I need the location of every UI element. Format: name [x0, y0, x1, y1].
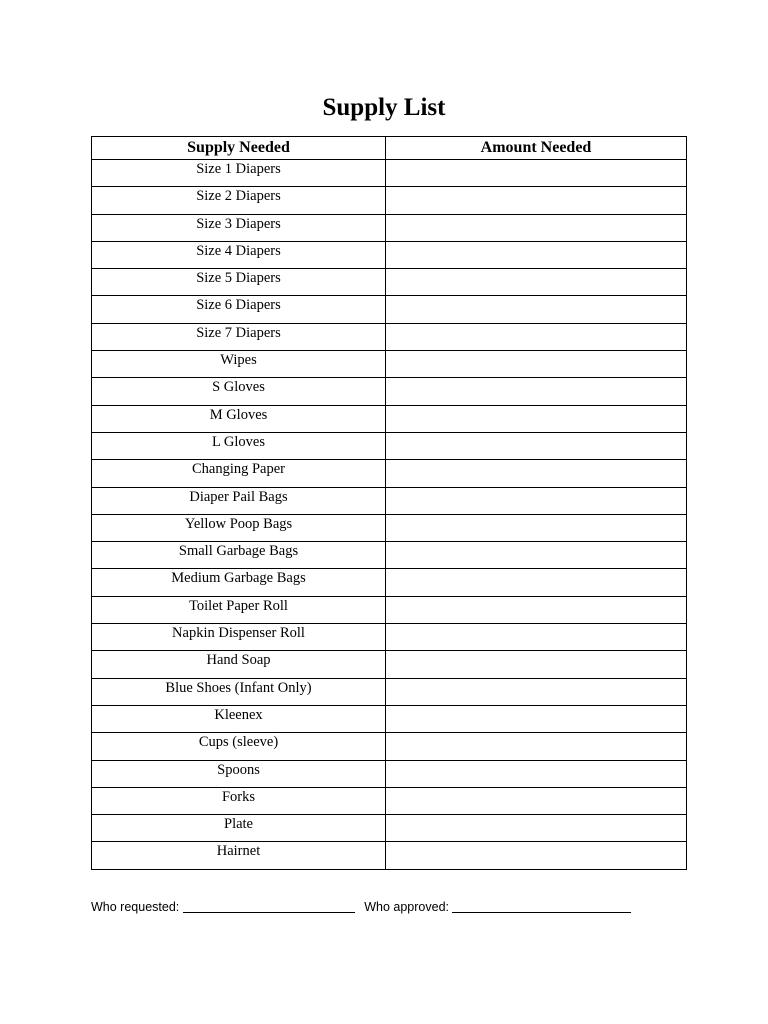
table-row [92, 187, 687, 214]
amount-needed-cell[interactable] [386, 787, 687, 814]
amount-needed-cell[interactable] [386, 323, 687, 350]
amount-needed-cell[interactable] [386, 542, 687, 569]
amount-needed-cell[interactable] [386, 624, 687, 651]
table-row [92, 569, 687, 596]
supply-item-cell: Size 4 Diapers [92, 241, 386, 268]
amount-needed-cell[interactable] [386, 569, 687, 596]
amount-needed-cell[interactable] [386, 269, 687, 296]
amount-needed-cell[interactable] [386, 651, 687, 678]
amount-needed-cell[interactable] [386, 678, 687, 705]
amount-needed-cell[interactable] [386, 296, 687, 323]
who-requested-line[interactable] [183, 900, 355, 913]
supply-item-cell: M Gloves [92, 405, 386, 432]
table-row [92, 241, 687, 268]
who-approved-label: Who approved: [364, 900, 449, 914]
amount-needed-cell[interactable] [386, 705, 687, 732]
table-header-row [92, 137, 687, 160]
table-row [92, 760, 687, 787]
signature-footer [91, 898, 631, 916]
table-row [92, 351, 687, 378]
table-row [92, 815, 687, 842]
table-row [92, 596, 687, 623]
table-body [92, 160, 687, 870]
supply-item-cell: Toilet Paper Roll [92, 596, 386, 623]
table-row [92, 269, 687, 296]
table-row [92, 705, 687, 732]
supply-item-cell: Diaper Pail Bags [92, 487, 386, 514]
amount-needed-cell[interactable] [386, 405, 687, 432]
amount-needed-cell[interactable] [386, 241, 687, 268]
amount-needed-cell[interactable] [386, 760, 687, 787]
table-row [92, 678, 687, 705]
table-row [92, 733, 687, 760]
amount-needed-cell[interactable] [386, 214, 687, 241]
table-row [92, 542, 687, 569]
amount-needed-cell[interactable] [386, 514, 687, 541]
table-row [92, 296, 687, 323]
amount-needed-cell[interactable] [386, 815, 687, 842]
who-requested-label: Who requested: [91, 900, 180, 914]
amount-needed-cell[interactable] [386, 378, 687, 405]
supply-item-cell: Cups (sleeve) [92, 733, 386, 760]
amount-needed-cell[interactable] [386, 432, 687, 459]
supply-item-cell: Blue Shoes (Infant Only) [92, 678, 386, 705]
table-row [92, 651, 687, 678]
supply-item-cell: L Gloves [92, 432, 386, 459]
table-row [92, 460, 687, 487]
table-row [92, 624, 687, 651]
supply-item-cell: Size 3 Diapers [92, 214, 386, 241]
supply-item-cell: Kleenex [92, 705, 386, 732]
amount-needed-cell[interactable] [386, 842, 687, 869]
supply-item-cell: S Gloves [92, 378, 386, 405]
amount-needed-cell[interactable] [386, 351, 687, 378]
supply-item-cell: Size 7 Diapers [92, 323, 386, 350]
table-row [92, 842, 687, 869]
table-row [92, 405, 687, 432]
table-row [92, 378, 687, 405]
amount-needed-cell[interactable] [386, 160, 687, 187]
supply-item-cell: Yellow Poop Bags [92, 514, 386, 541]
amount-needed-cell[interactable] [386, 596, 687, 623]
supply-item-cell: Plate [92, 815, 386, 842]
supply-item-cell: Spoons [92, 760, 386, 787]
supply-item-cell: Wipes [92, 351, 386, 378]
table-row [92, 160, 687, 187]
supply-item-cell: Changing Paper [92, 460, 386, 487]
supply-item-cell: Size 1 Diapers [92, 160, 386, 187]
amount-needed-cell[interactable] [386, 733, 687, 760]
table-row [92, 514, 687, 541]
supply-item-cell: Size 6 Diapers [92, 296, 386, 323]
supply-item-cell: Hand Soap [92, 651, 386, 678]
column-header-amount-needed: Amount Needed [386, 137, 687, 160]
table-row [92, 214, 687, 241]
table-row [92, 787, 687, 814]
who-approved-line[interactable] [452, 900, 631, 913]
column-header-supply-needed: Supply Needed [92, 137, 386, 160]
supply-item-cell: Small Garbage Bags [92, 542, 386, 569]
amount-needed-cell[interactable] [386, 487, 687, 514]
supply-item-cell: Medium Garbage Bags [92, 569, 386, 596]
supply-table [91, 136, 687, 870]
page-title: Supply List [322, 94, 446, 121]
table-row [92, 432, 687, 459]
table-row [92, 323, 687, 350]
table-row [92, 487, 687, 514]
supply-item-cell: Hairnet [92, 842, 386, 869]
supply-item-cell: Size 2 Diapers [92, 187, 386, 214]
supply-item-cell: Size 5 Diapers [92, 269, 386, 296]
supply-item-cell: Napkin Dispenser Roll [92, 624, 386, 651]
supply-item-cell: Forks [92, 787, 386, 814]
amount-needed-cell[interactable] [386, 460, 687, 487]
amount-needed-cell[interactable] [386, 187, 687, 214]
